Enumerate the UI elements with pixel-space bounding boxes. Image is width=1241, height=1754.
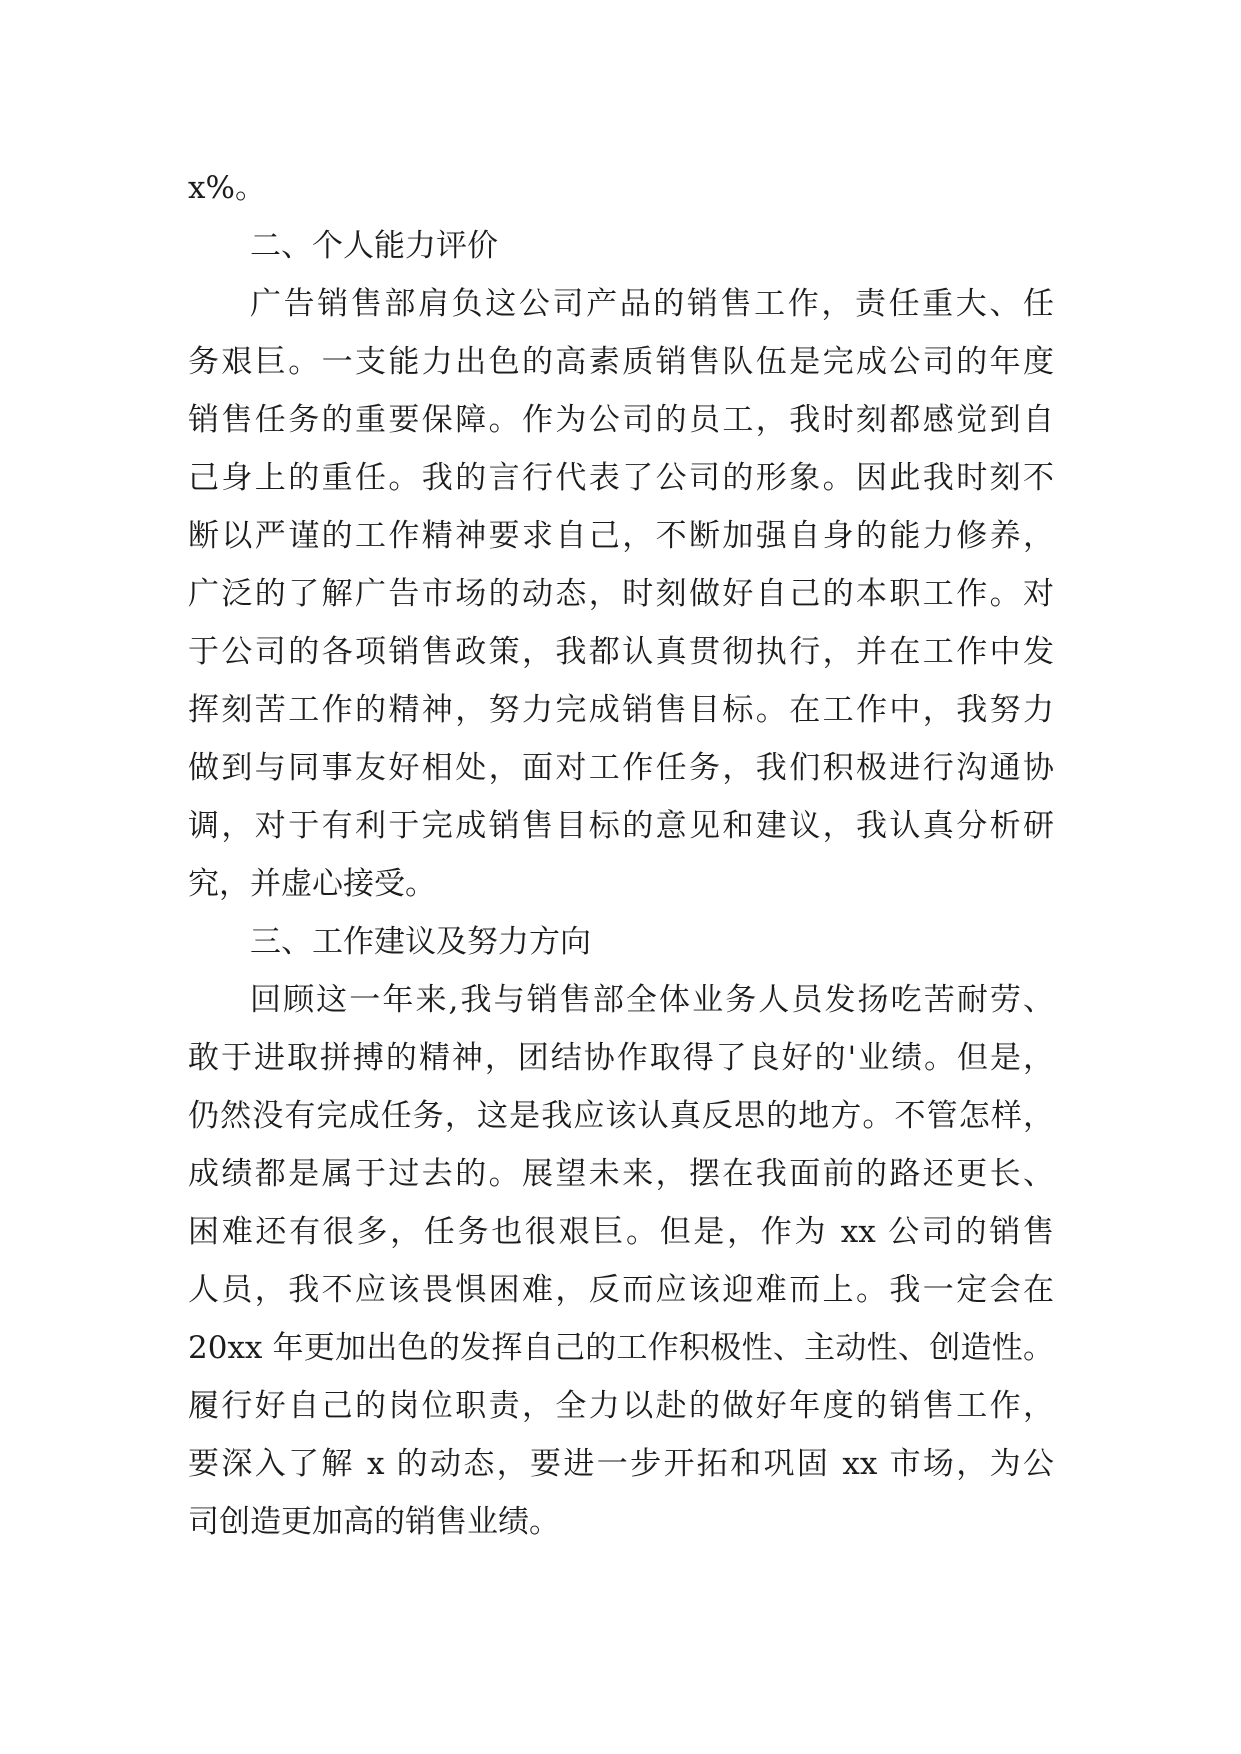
paragraph-line: 仍然没有完成任务，这是我应该认真反思的地方。不管怎样，: [188, 1098, 1054, 1134]
paragraph-line: 回顾这一年来,我与销售部全体业务人员发扬吃苦耐劳、: [250, 982, 1054, 1018]
paragraph-line: 务艰巨。一支能力出色的高素质销售队伍是完成公司的年度: [188, 344, 1054, 380]
document-body: [188, 159, 1054, 1551]
section-heading: 二、个人能力评价: [250, 228, 498, 264]
paragraph-line: 履行好自己的岗位职责，全力以赴的做好年度的销售工作，: [188, 1388, 1054, 1424]
paragraph-line: 究，并虚心接受。: [188, 866, 436, 902]
paragraph-line: 广告销售部肩负这公司产品的销售工作，责任重大、任: [250, 286, 1054, 322]
paragraph-review-and-outlook: [188, 971, 1054, 1551]
section-heading-suggestions: [188, 913, 1054, 971]
paragraph-line: x%。: [188, 170, 266, 206]
paragraph-line: 断以严谨的工作精神要求自己，不断加强自身的能力修养，: [188, 518, 1054, 554]
paragraph-line: 20xx 年更加出色的发挥自己的工作积极性、主动性、创造性。: [188, 1330, 1054, 1366]
paragraph-continuation: [188, 159, 1054, 217]
paragraph-line: 广泛的了解广告市场的动态，时刻做好自己的本职工作。对: [188, 576, 1054, 612]
paragraph-line: 司创造更加高的销售业绩。: [188, 1504, 560, 1540]
paragraph-line: 要深入了解 x 的动态，要进一步开拓和巩固 xx 市场，为公: [188, 1446, 1054, 1482]
paragraph-line: 做到与同事友好相处，面对工作任务，我们积极进行沟通协: [188, 750, 1054, 786]
paragraph-line: 于公司的各项销售政策，我都认真贯彻执行，并在工作中发: [188, 634, 1054, 670]
section-heading: 三、工作建议及努力方向: [250, 924, 591, 960]
paragraph-line: 调，对于有利于完成销售目标的意见和建议，我认真分析研: [188, 808, 1054, 844]
section-heading-ability: [188, 217, 1054, 275]
paragraph-line: 成绩都是属于过去的。展望未来，摆在我面前的路还更长、: [188, 1156, 1054, 1192]
paragraph-line: 挥刻苦工作的精神，努力完成销售目标。在工作中，我努力: [188, 692, 1054, 728]
paragraph-line: 困难还有很多，任务也很艰巨。但是，作为 xx 公司的销售: [188, 1214, 1054, 1250]
paragraph-ability-evaluation: [188, 275, 1054, 913]
paragraph-line: 销售任务的重要保障。作为公司的员工，我时刻都感觉到自: [188, 402, 1054, 438]
paragraph-line: 己身上的重任。我的言行代表了公司的形象。因此我时刻不: [188, 460, 1054, 496]
paragraph-line: 人员，我不应该畏惧困难，反而应该迎难而上。我一定会在: [188, 1272, 1054, 1308]
paragraph-line: 敢于进取拼搏的精神，团结协作取得了良好的'业绩。但是，: [188, 1040, 1054, 1076]
